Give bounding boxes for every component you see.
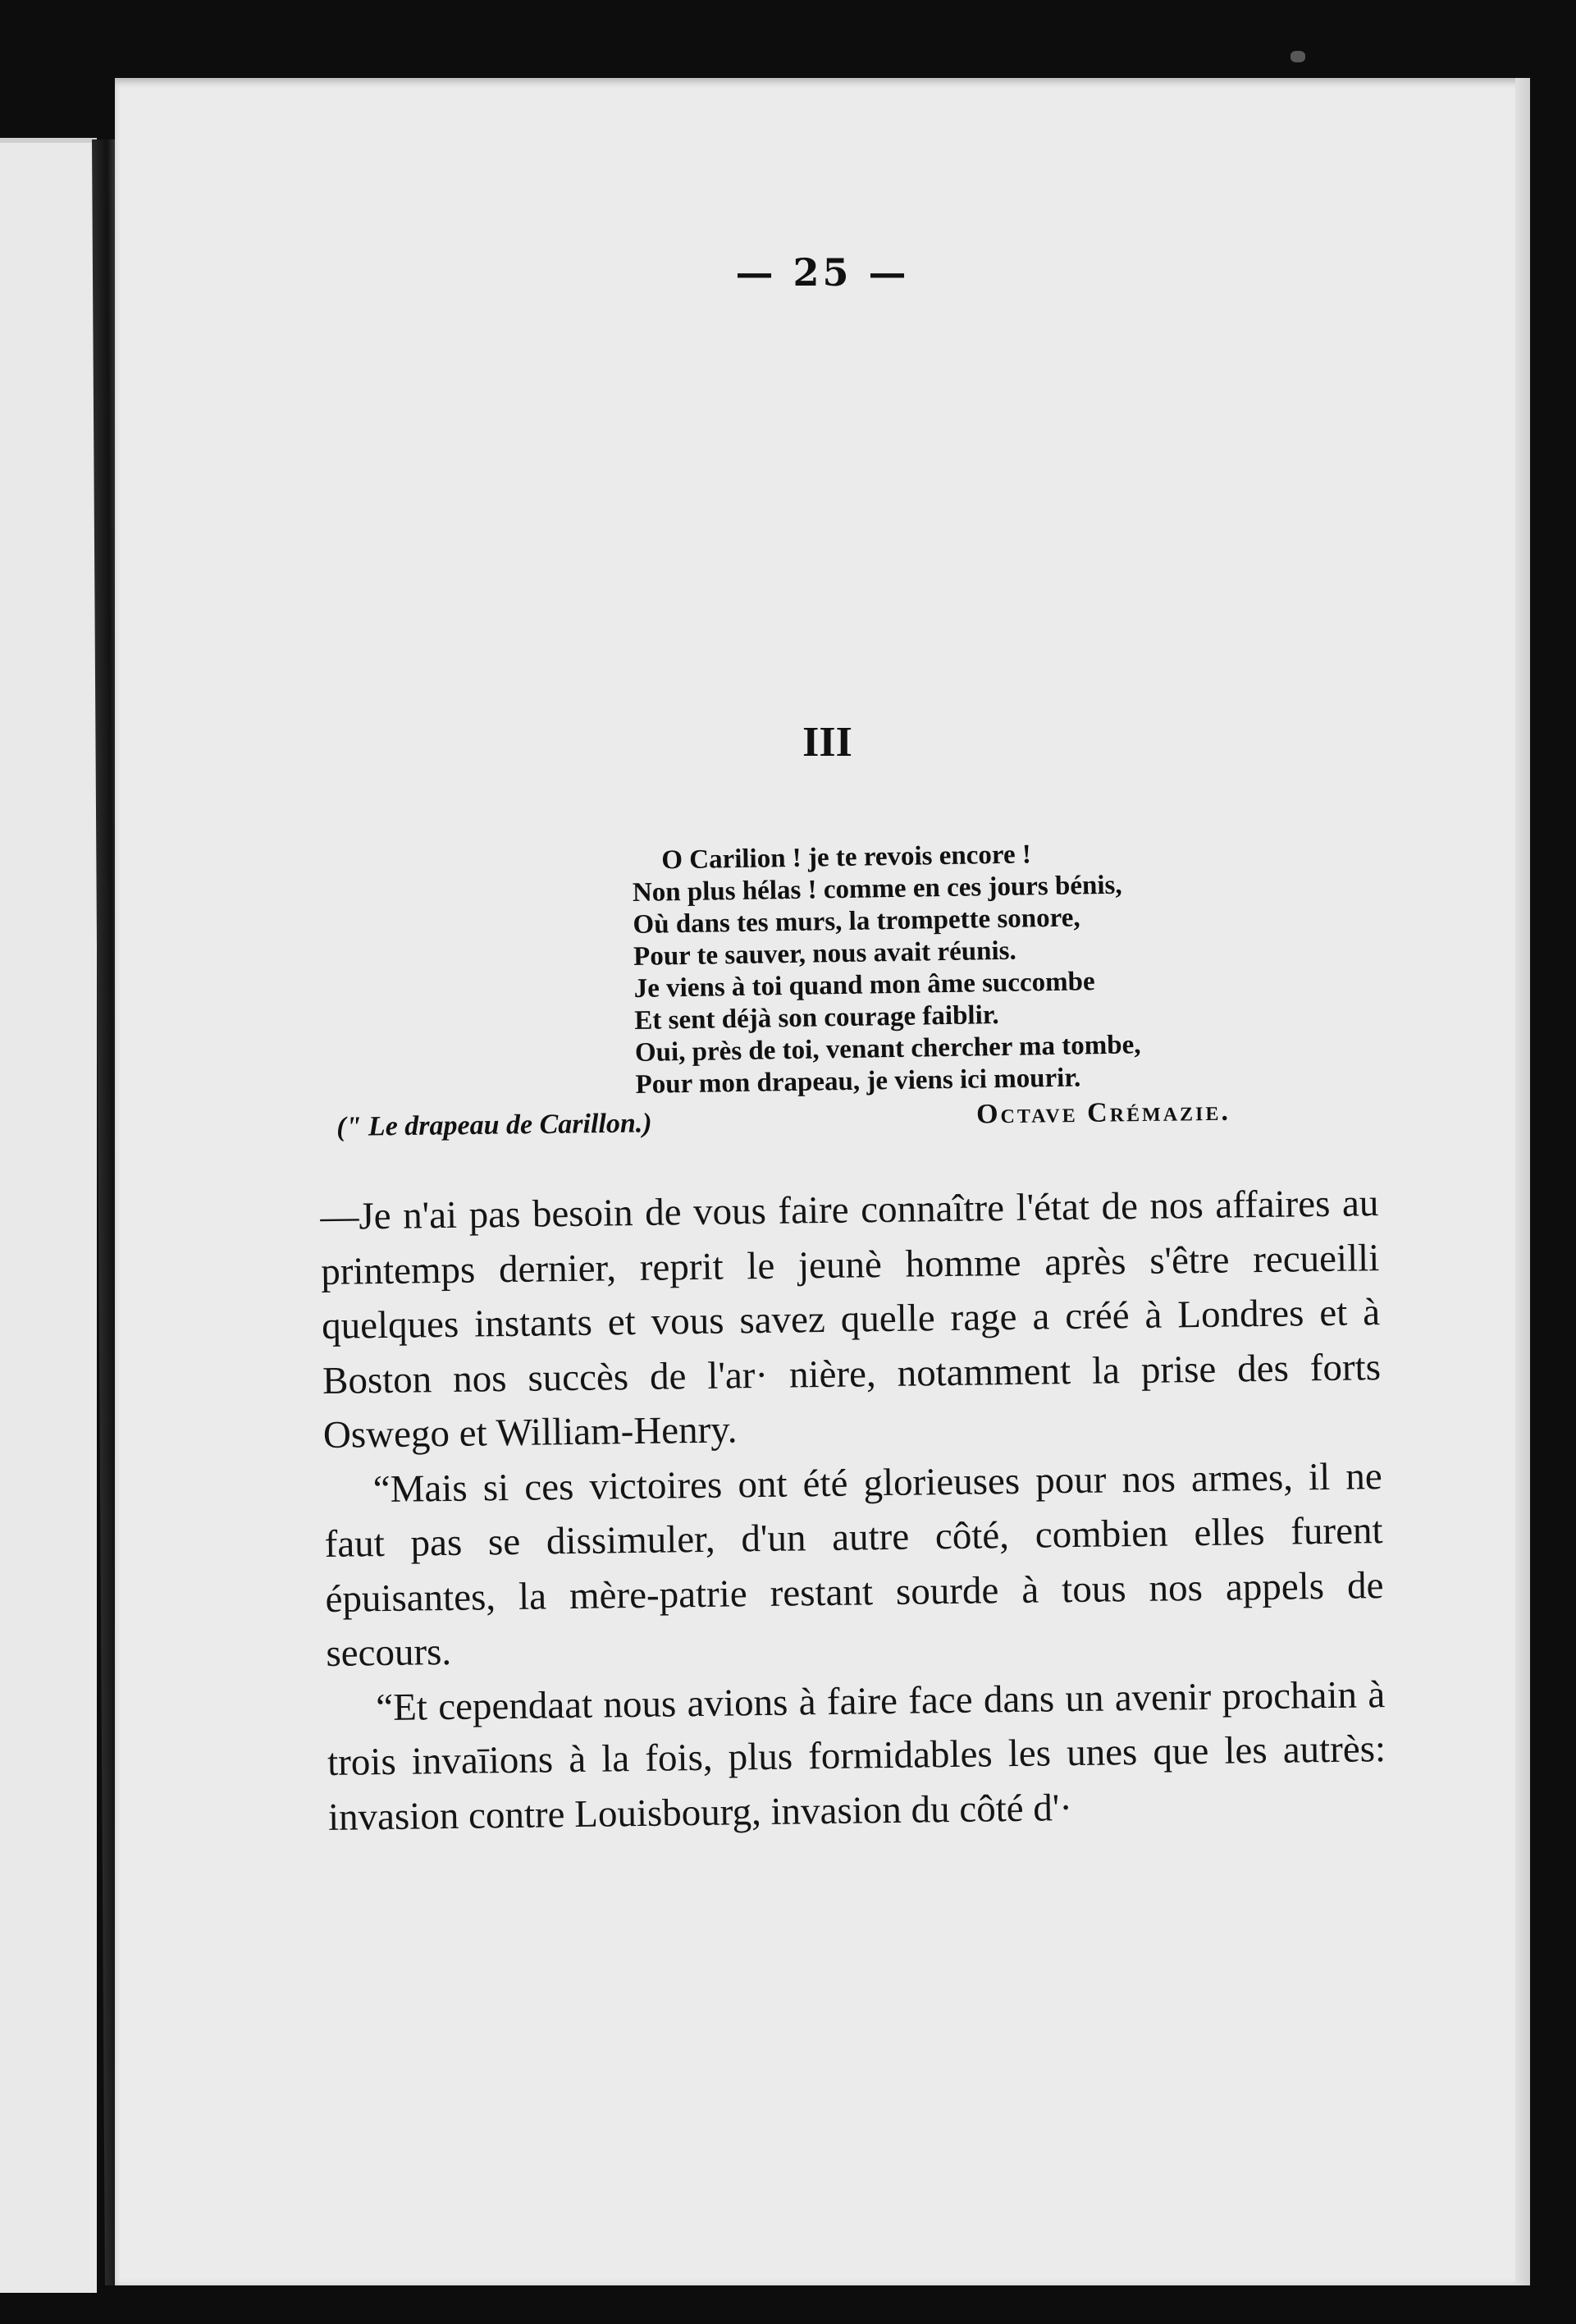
poem-line: Je viens à toi quand mon âme succombe <box>633 967 1095 1004</box>
poem-line: Pour mon drapeau, je viens ici mourir. <box>635 1063 1081 1100</box>
poem-author: Octave Crémazie. <box>975 1096 1231 1130</box>
poem-line: Oui, près de toi, venant chercher ma tombe, <box>634 1030 1141 1068</box>
left-page-edge <box>0 138 97 2293</box>
poem-line: Où dans tes murs, la trompette sonore, <box>633 903 1080 940</box>
body-text <box>320 1176 1386 1845</box>
section-heading: III <box>802 719 852 766</box>
poem-line: O Carilion ! je te revois encore ! <box>661 839 1032 876</box>
page-right-edge <box>1515 78 1530 2285</box>
page-number: — 25 — <box>735 250 910 295</box>
poem-attribution <box>336 1096 1403 1142</box>
paragraph: —Je n'ai pas besoin de vous faire connaître l'état de nos affaires au printemps dernier, reprit le jeunè homme après s'être recueilli quelques instants et vous savez quelle rage a créé à Londres et à Boston nos succès de l'ar· nière, notamment la prise des forts Oswego et William-Henry. <box>320 1182 1382 1457</box>
paragraph: “Et cependaat nous avions à faire face dans un avenir prochain à trois invaīions à la fois, plus formidables les unes que les autrès: invasion contre Louisbourg, invasion du côté d'· <box>327 1672 1386 1839</box>
poem-source-title: (" Le drapeau de Carillon.) <box>336 1108 652 1142</box>
poem-line: Pour te sauver, nous avait réunis. <box>633 936 1016 972</box>
book-page <box>115 78 1530 2285</box>
poem-epigraph <box>632 832 1456 1101</box>
paragraph: “Mais si ces victoires ont été glorieuses pour nos armes, il ne faut pas se dissimuler, d'un autre côté, combien elles furent épuisantes, la mère-patrie restant sourde à tous nos appels de secours. <box>324 1454 1384 1675</box>
poem-line: Non plus hélas ! comme en ces jours bénis, <box>632 870 1122 908</box>
dust-speck <box>1290 51 1305 62</box>
poem-line: Et sent déjà son courage faiblir. <box>634 1000 999 1036</box>
